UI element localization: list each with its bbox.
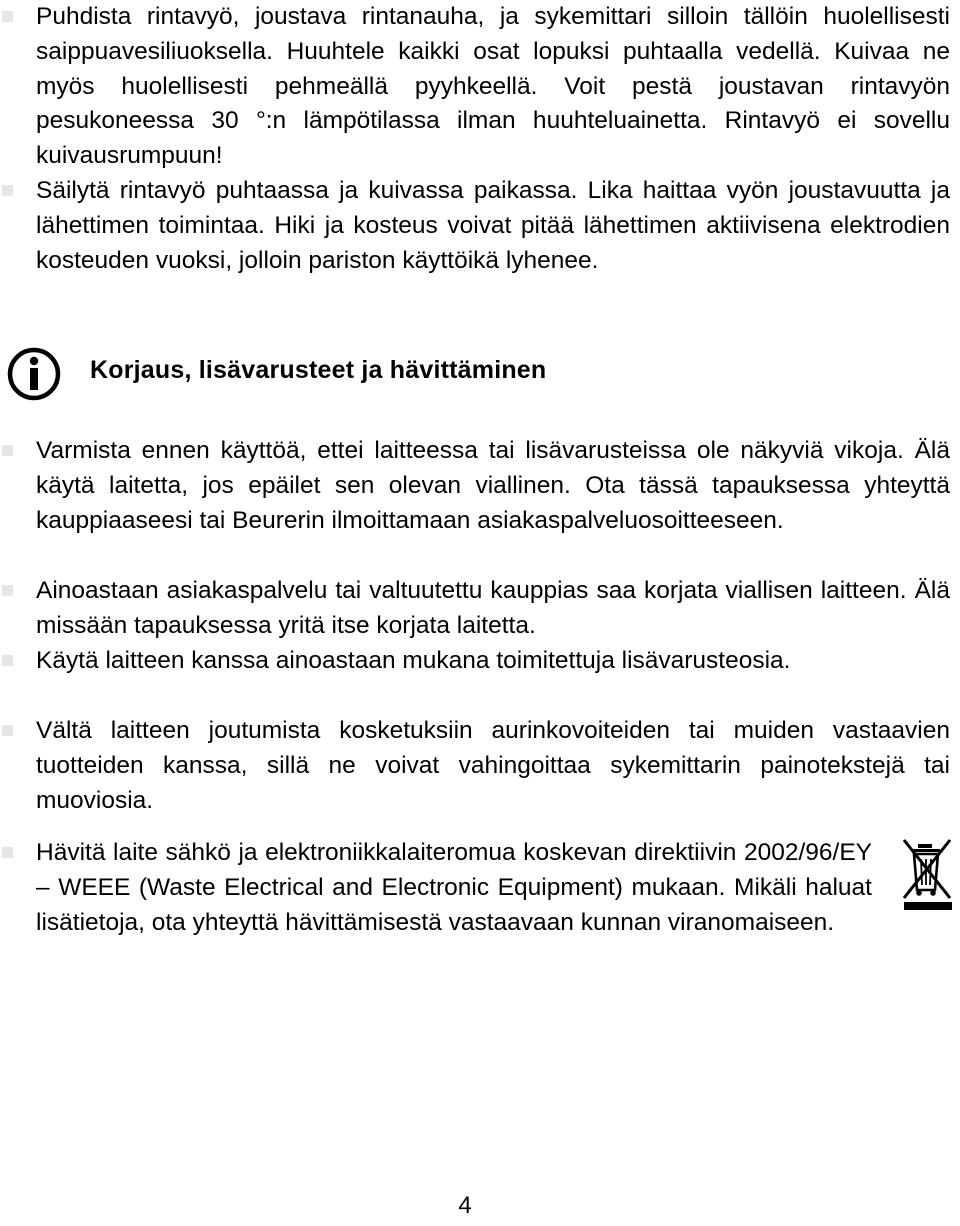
bullet-text: Vältä laitteen joutumista kosketuksiin aurinkovoiteiden tai muiden vastaavien tuotteiden kanssa, sillä ne voivat vahingoittaa sykemittarin painotekstejä tai muoviosia. (36, 717, 950, 814)
crossed-bin-icon (900, 838, 956, 912)
bullet-square-icon (2, 585, 13, 596)
bullet-square-icon (2, 655, 13, 666)
bullet-square-icon (2, 847, 13, 858)
info-icon (6, 346, 62, 402)
bullet-cleaning (36, 0, 950, 174)
bullet-square-icon (2, 11, 13, 22)
bullet-square-icon (2, 725, 13, 736)
bullet-text: Käytä laitteen kanssa ainoastaan mukana toimitettuja lisävarusteosia. (36, 647, 791, 674)
bullet-text: Puhdista rintavyö, joustava rintanauha, ja sykemittari silloin tällöin huolellisesti saippuavesiliuoksella. Huuhtele kaikki osat lopuksi puhtaalla vedellä. Kuivaa ne myös huolellisesti pehmeällä pyyhkeellä. Voit pestä joustavan rintavyön pesukoneessa 30 °:n lämpötilassa ilman huuhteluainetta. Rintavyö ei sovellu kuivausrumpuun! (36, 3, 950, 170)
bullet-disposal (36, 836, 872, 940)
bullet-text: Säilytä rintavyö puhtaassa ja kuivassa paikassa. Lika haittaa vyön joustavuutta ja lähettimen toimintaa. Hiki ja kosteus voivat pitää lähettimen aktiivisena elektrodien kosteuden vuoksi, jolloin pariston käyttöikä lyhenee. (36, 177, 950, 274)
bullet-square-icon (2, 185, 13, 196)
bullet-text: Varmista ennen käyttöä, ettei laitteessa tai lisävarusteissa ole näkyviä vikoja. Älä käytä laitetta, jos epäilet sen olevan viallinen. Ota tässä tapauksessa yhteyttä kauppiaaseesi tai Beurerin ilmoittamaan asiakaspalveluosoitteeseen. (36, 437, 950, 534)
bullet-sunscreen (36, 714, 950, 818)
bullet-text: Ainoastaan asiakaspalvelu tai valtuutettu kauppias saa korjata viallisen laitteen. Älä missään tapauksessa yritä itse korjata laitetta. (36, 577, 950, 639)
page-number: 4 (458, 1192, 472, 1219)
bullet-text: Hävitä laite sähkö ja elektroniikkalaiteromua koskevan direktiivin 2002/96/EY – WEEE (Waste Electrical and Electronic Equipment) mukaan. Mikäli haluat lisätietoja, ota yhteyttä hävittämisestä vastaavaan kunnan viranomaiseen. (36, 839, 872, 936)
bullet-accessories (36, 644, 950, 679)
bullet-square-icon (2, 445, 13, 456)
bullet-check-defects (36, 434, 950, 538)
section-heading: Korjaus, lisävarusteet ja hävittäminen (90, 356, 547, 384)
bullet-repair (36, 574, 950, 644)
bullet-storage (36, 174, 950, 278)
